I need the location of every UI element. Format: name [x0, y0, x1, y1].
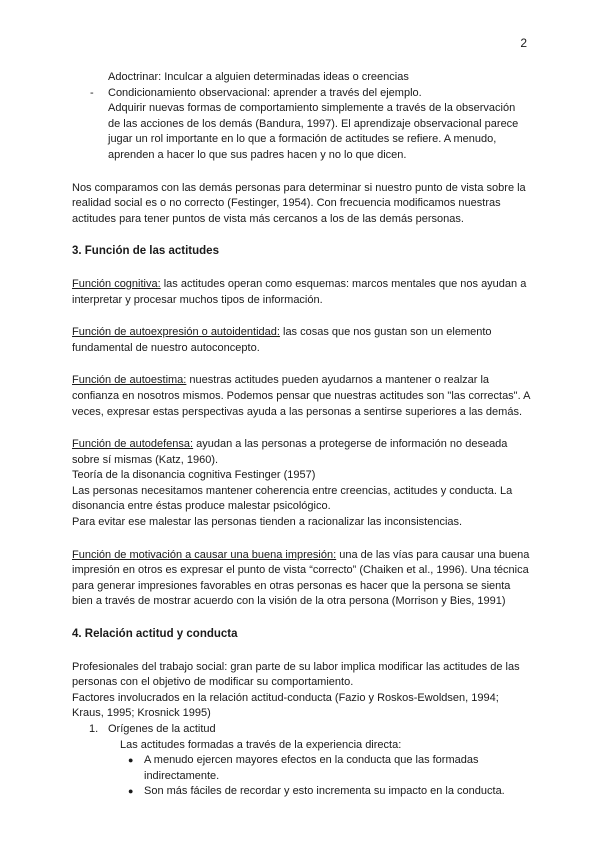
item-number: 1. [89, 723, 99, 735]
funcion-autoexpresion-label: Función de autoexpresión o autoidentidad: [72, 326, 280, 339]
list-item-text: A menudo ejercen mayores efectos en la conducta que las formadas indirectamente. [144, 754, 479, 782]
dash-marker: - [90, 86, 94, 99]
funcion-autoestima-text: nuestras actitudes pueden ayudarnos a mantener o realzar la confianza en nosotros mismos. Podemos pensar que nuestras actitudes son "las correctas". A veces, expresar estas perspectivas ayuda a las personas a sentirse superiores a las demás. [72, 374, 530, 418]
item-1-title: Orígenes de la actitud [108, 723, 216, 735]
condicionamiento-title: Condicionamiento observacional: aprender a través del ejemplo. [108, 86, 422, 99]
funcion-motivacion-label: Función de motivación a causar una buena impresión: [72, 548, 337, 561]
adoctrinar-item: Adoctrinar: Inculcar a alguien determinadas ideas o creencias [108, 71, 409, 83]
numbered-item-1 [89, 722, 530, 738]
funcion-cognitiva-label: Función cognitiva: [72, 277, 161, 290]
funcion-autoexpresion-text: las cosas que nos gustan son un elemento fundamental de nuestro autoconcepto. [72, 326, 492, 354]
bullet-list [128, 753, 530, 800]
funcion-autoestima-label: Función de autoestima: [72, 374, 187, 387]
funcion-autodefensa [72, 437, 530, 468]
bullet-icon: ● [128, 786, 134, 797]
funcion-autodefensa-label: Función de autodefensa: [72, 438, 194, 451]
list-item [128, 784, 530, 800]
bullet-icon: ● [128, 755, 134, 766]
funcion-autodefensa-text: ayudan a las personas a protegerse de información no deseada sobre sí mismas (Katz, 1960). [72, 438, 508, 466]
funcion-autoestima [72, 373, 530, 420]
disonancia-title: Teoría de la disonancia cognitiva Festinger (1957) [72, 469, 316, 482]
document-body [72, 70, 530, 800]
funcion-cognitiva-text: las actitudes operan como esquemas: marcos mentales que nos ayudan a interpretar y procesar muchos tipos de información. [72, 277, 527, 306]
list-item [128, 753, 530, 784]
funcion-cognitiva [72, 277, 530, 308]
section-4-heading: 4. Relación actitud y conducta [72, 628, 238, 641]
item-1-subtext: Las actitudes formadas a través de la experiencia directa: [120, 738, 402, 751]
disonancia-text-1: Las personas necesitamos mantener coherencia entre creencias, actitudes y conducta. La disonancia entre éstas produce malestar psicológico. [72, 484, 513, 513]
funcion-motivacion-text: una de las vías para causar una buena impresión en otros es expresar el punto de vista “correcto” (Chaiken et al., 1996). Una técnica para generar impresiones favorables en otras personas es hacer que la persona se sienta bien a través de mostrar acuerdo con la visión de la otra persona (Morrison y Bies, 1991) [72, 548, 530, 608]
funcion-autoexpresion [72, 325, 530, 356]
section-4-intro-1: Profesionales del trabajo social: gran parte de su labor implica modificar las actitudes de las personas con el objetivo de modificar su comportamiento. [72, 660, 520, 689]
section-3-heading: 3. Función de las actitudes [72, 245, 219, 258]
funcion-motivacion [72, 548, 530, 610]
page-number: 2 [520, 36, 527, 50]
list-item-text: Son más fáciles de recordar y esto incrementa su impacto en la conducta. [144, 785, 505, 798]
comparison-paragraph: Nos comparamos con las demás personas para determinar si nuestro punto de vista sobre la realidad social es o no correcto (Festinger, 1954). Con frecuencia modificamos nuestras actitudes para tener puntos de vista más cercanos a los de las demás personas. [72, 181, 526, 225]
condicionamiento-text: Adquirir nuevas formas de comportamiento simplemente a través de la observación de las acciones de los demás (Bandura, 1997). El aprendizaje observacional parece jugar un rol importante en lo que a formación de actitudes se refiere. A menudo, aprenden a hacer lo que sus padres hacen y no lo que dicen. [108, 102, 519, 161]
disonancia-text-2: Para evitar ese malestar las personas tienden a racionalizar las inconsistencias. [72, 516, 463, 529]
section-4-intro-2: Factores involucrados en la relación actitud-conducta (Fazio y Roskos-Ewoldsen, 1994; Kraus, 1995; Krosnick 1995) [72, 691, 499, 720]
condicionamiento-item [90, 86, 530, 164]
